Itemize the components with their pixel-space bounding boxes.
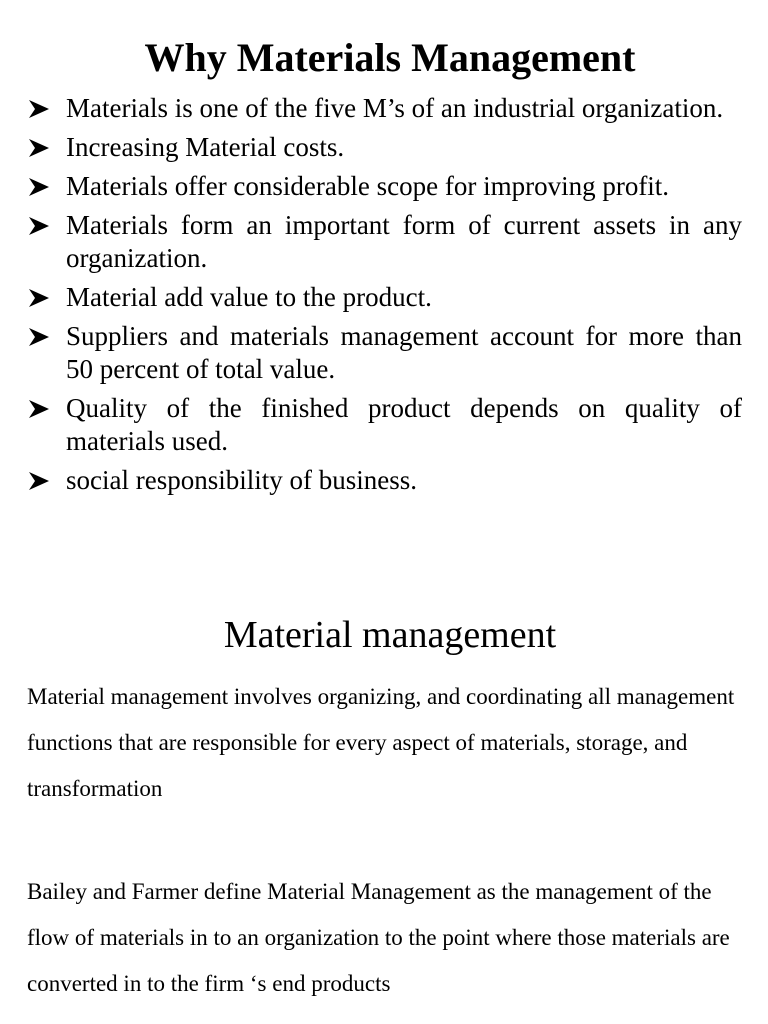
bullet-text: Materials form an important form of current assets in any organization. <box>66 210 742 273</box>
arrowhead-bullet-icon <box>28 288 50 308</box>
bullet-text: Materials is one of the five M’s of an industrial organization. <box>66 93 724 123</box>
bullet-text: Increasing Material costs. <box>66 132 345 162</box>
arrowhead-bullet-icon <box>28 399 50 419</box>
bullet-item <box>24 131 742 164</box>
bullet-text: Material add value to the product. <box>66 282 432 312</box>
bullet-item <box>24 209 742 275</box>
bullet-text: Materials offer considerable scope for improving profit. <box>66 171 670 201</box>
bullet-text: Suppliers and materials management account for more than 50 percent of total value. <box>66 321 742 384</box>
arrowhead-bullet-icon <box>28 177 50 197</box>
arrowhead-bullet-icon <box>28 327 50 347</box>
bullet-item <box>24 92 742 125</box>
bullet-item <box>24 170 742 203</box>
bullet-item <box>24 320 742 386</box>
bullet-list <box>24 92 742 503</box>
arrowhead-bullet-icon <box>28 471 50 491</box>
page-title: Why Materials Management <box>144 35 636 80</box>
arrowhead-bullet-icon <box>28 216 50 236</box>
definition-paragraph: Material management involves organizing, and coordinating all management functions that are responsible for every aspect of materials, storage, and transformation <box>27 684 735 801</box>
bullet-text: social responsibility of business. <box>66 465 417 495</box>
bullet-item <box>24 464 742 497</box>
section-heading: Material management <box>223 614 557 656</box>
bullet-text: Quality of the finished product depends on quality of materials used. <box>66 393 742 456</box>
bullet-item <box>24 281 742 314</box>
arrowhead-bullet-icon <box>28 138 50 158</box>
bullet-item <box>24 392 742 458</box>
bailey-farmer-paragraph: Bailey and Farmer define Material Management as the management of the flow of materials in to an organization to the point where those materials are converted in to the firm ‘s end products <box>27 879 730 996</box>
arrowhead-bullet-icon <box>28 99 50 119</box>
